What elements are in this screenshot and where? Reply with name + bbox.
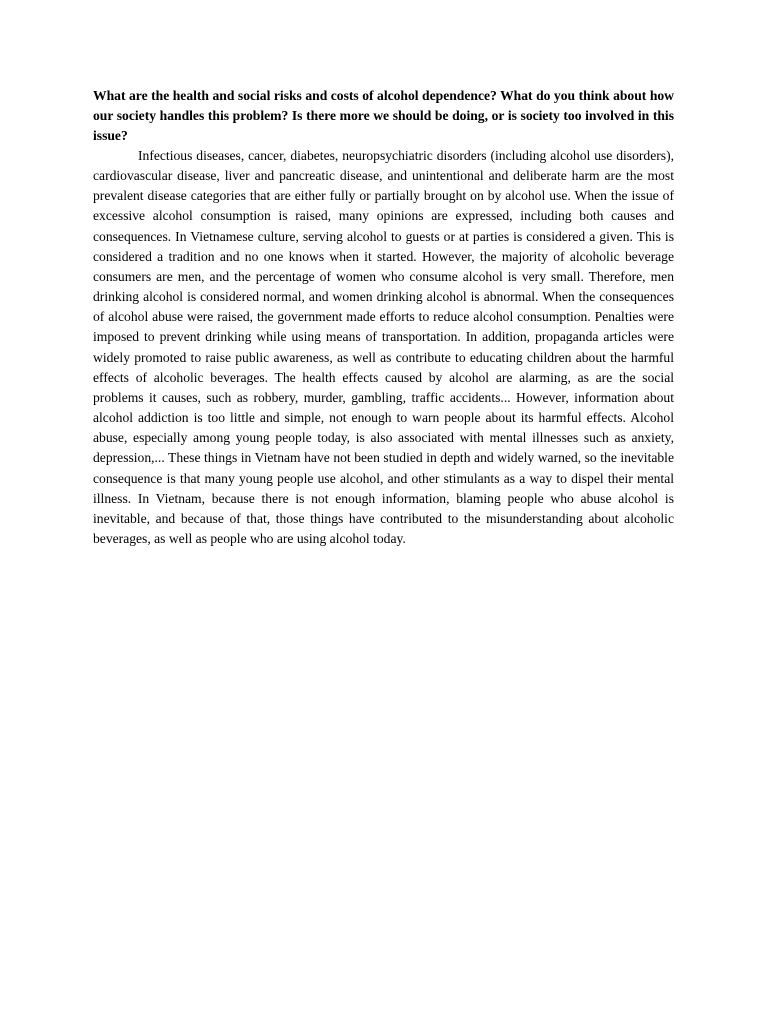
essay-answer-paragraph: Infectious diseases, cancer, diabetes, neuropsychiatric disorders (including alcohol use disorders), cardiovascular disease, liver and pancreatic disease, and unintentional and deliberate harm are the most prevalent disease categories that are either fully or partially brought on by alcohol use. When the issue of excessive alcohol consumption is raised, many opinions are expressed, including both causes and consequences. In Vietnamese culture, serving alcohol to guests or at parties is considered a given. This is considered a tradition and no one knows when it started. However, the majority of alcoholic beverage consumers are men, and the percentage of women who consume alcohol is very small. Therefore, men drinking alcohol is considered normal, and women drinking alcohol is abnormal. When the consequences of alcohol abuse were raised, the government made efforts to reduce alcohol consumption. Penalties were imposed to prevent drinking while using means of transportation. In addition, propaganda articles were widely promoted to raise public awareness, as well as contribute to educating children about the harmful effects of alcoholic beverages. The health effects caused by alcohol are alarming, as are the social problems it causes, such as robbery, murder, gambling, traffic accidents... However, information about alcohol addiction is too little and simple, not enough to warn people about its harmful effects. Alcohol abuse, especially among young people today, is also associated with mental illnesses such as anxiety, depression,... These things in Vietnam have not been studied in depth and widely warned, so the inevitable consequence is that many young people use alcohol, and other stimulants as a way to dispel their mental illness. In Vietnam, because there is not enough information, blaming people who abuse alcohol is inevitable, and because of that, those things have contributed to the misunderstanding about alcoholic beverages, as well as people who are using alcohol today. [93, 148, 674, 546]
document-body [93, 86, 674, 549]
essay-question: What are the health and social risks and costs of alcohol dependence? What do you think about how our society handles this problem? Is there more we should be doing, or is society too involved in this issue? [93, 88, 674, 143]
